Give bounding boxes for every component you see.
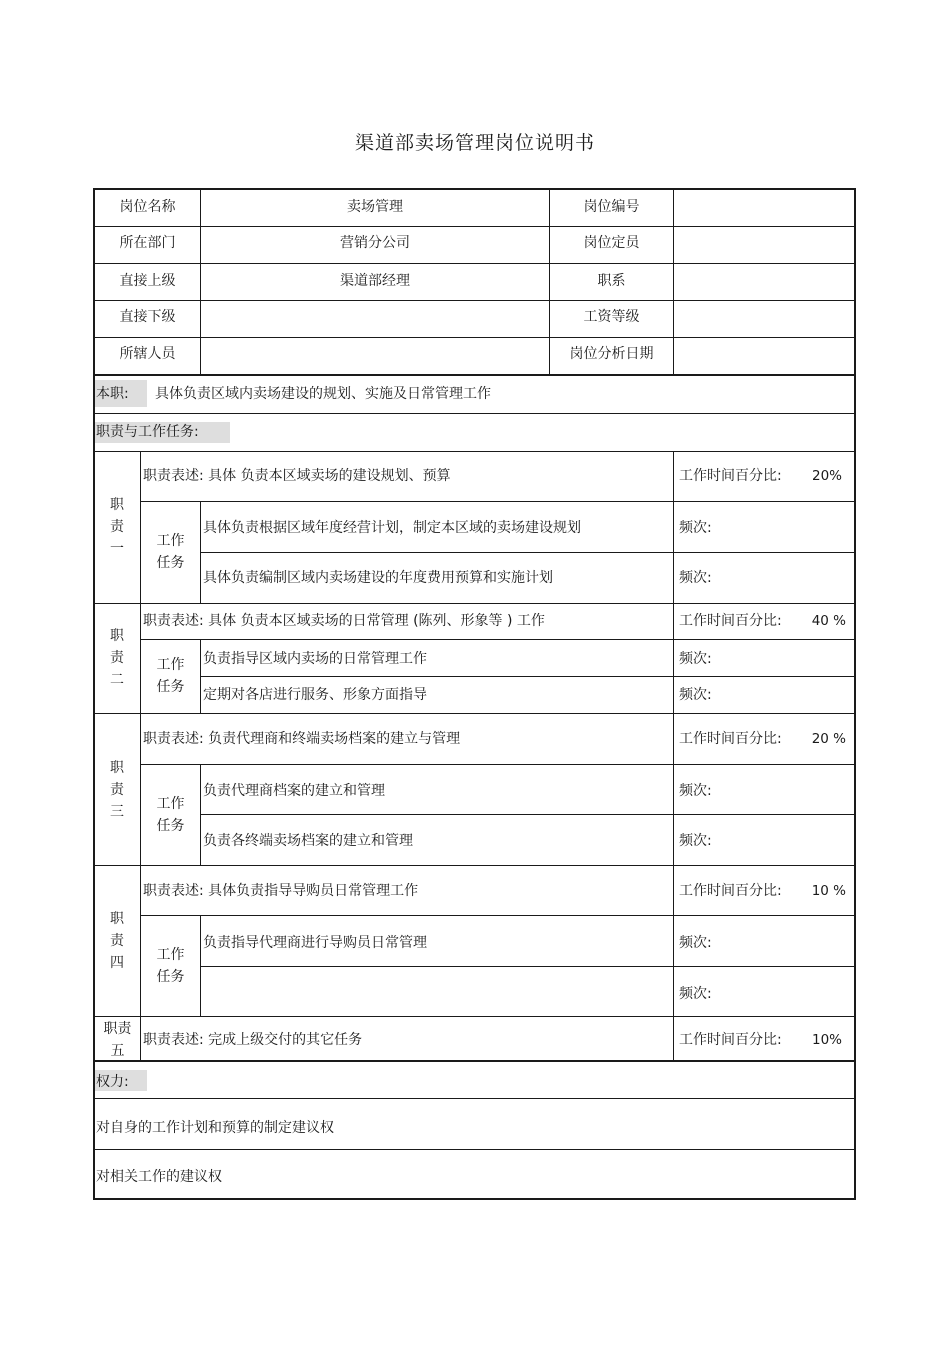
- duty-4-description: 职责表述: 具体负责指导导购员日常管理工作: [143, 883, 419, 899]
- duties-header: 职责与工作任务:: [96, 424, 199, 440]
- duty-4-task-label: 任务: [156, 969, 185, 985]
- duty-4-task-2-frequency: 频次:: [679, 986, 712, 1002]
- duty-4-task-label: 工作: [156, 947, 185, 963]
- duty-1-task-label: 工作: [156, 533, 185, 549]
- post-name-label: 岗位名称: [119, 199, 176, 215]
- duty-2-char: 责: [110, 650, 124, 666]
- duty-3-task-1: 负责代理商档案的建立和管理: [203, 783, 385, 799]
- duty-2-time-label: 工作时间百分比:: [679, 613, 782, 629]
- duty-2-task-1: 负责指导区域内卖场的日常管理工作: [203, 651, 427, 667]
- duty-1-task-2-frequency: 频次:: [679, 570, 712, 586]
- grid-line: [200, 966, 854, 967]
- duty-4-task-1: 负责指导代理商进行导购员日常管理: [203, 935, 427, 951]
- duty-3-time-pct: 20 %: [811, 731, 846, 747]
- grid-line: [141, 501, 854, 502]
- duty-2-task-label: 任务: [156, 679, 185, 695]
- post-name-value: 卖场管理: [347, 199, 403, 215]
- duty-1-task-1: 具体负责根据区域年度经营计划，制定本区域的卖场建设规划: [203, 520, 581, 536]
- grid-line: [200, 502, 201, 603]
- role-label: 本职:: [96, 386, 129, 402]
- grid-line: [200, 916, 201, 1016]
- direct-subordinate-label: 直接下级: [119, 309, 176, 325]
- duty-2-task-2: 定期对各店进行服务、形象方面指导: [203, 687, 427, 703]
- duty-5-label: 五: [110, 1043, 125, 1059]
- grid-line: [95, 300, 854, 301]
- duty-1-task-1-frequency: 频次:: [679, 520, 712, 536]
- direct-superior-label: 直接上级: [119, 273, 176, 289]
- grid-line: [95, 865, 854, 866]
- headcount-label: 岗位定员: [583, 235, 640, 251]
- duty-3-task-label: 工作: [156, 796, 185, 812]
- duty-5-description: 职责表述: 完成上级交付的其它任务: [143, 1032, 363, 1048]
- grid-line: [95, 603, 854, 604]
- grid-line: [95, 374, 854, 376]
- duty-4-task-1-frequency: 频次:: [679, 935, 712, 951]
- grid-line: [95, 413, 854, 414]
- duty-1-char: 职: [110, 497, 124, 513]
- duty-1-char: 一: [110, 541, 124, 557]
- grid-line: [673, 190, 674, 375]
- duty-1-char: 责: [110, 519, 124, 535]
- duty-2-task-2-frequency: 频次:: [679, 687, 712, 703]
- duty-5-time-label: 工作时间百分比:: [679, 1032, 782, 1048]
- page-title: 渠道部卖场管理岗位说明书: [354, 132, 595, 154]
- grid-line: [95, 1060, 854, 1062]
- duty-3-char: 职: [110, 760, 124, 776]
- table-border-right: [854, 188, 856, 1200]
- duty-3-char: 三: [110, 804, 124, 820]
- department-label: 所在部门: [119, 235, 176, 251]
- duty-4-time-pct: 10 %: [811, 883, 846, 899]
- duty-3-task-2: 负责各终端卖场档案的建立和管理: [203, 833, 413, 849]
- grid-line: [95, 226, 854, 227]
- duty-4-char: 四: [110, 955, 124, 971]
- grid-line: [200, 640, 201, 713]
- duty-1-task-label: 任务: [156, 555, 185, 571]
- duty-1-task-2: 具体负责编制区域内卖场建设的年度费用预算和实施计划: [203, 570, 553, 586]
- power-item: 对自身的工作计划和预算的制定建议权: [96, 1120, 334, 1136]
- duty-2-char: 二: [110, 672, 124, 688]
- grid-line: [141, 764, 854, 765]
- duty-3-description: 职责表述: 负责代理商和终端卖场档案的建立与管理: [143, 731, 461, 747]
- grid-line: [141, 915, 854, 916]
- department-value: 营销分公司: [340, 235, 410, 251]
- staff-label: 所辖人员: [119, 346, 176, 362]
- job-family-label: 职系: [597, 273, 626, 289]
- duty-4-time-label: 工作时间百分比:: [679, 883, 782, 899]
- duty-5-time-pct: 10%: [811, 1032, 842, 1048]
- duty-3-task-label: 任务: [156, 818, 185, 834]
- grid-line: [95, 1149, 854, 1150]
- grid-line: [95, 1016, 854, 1017]
- grid-line: [95, 337, 854, 338]
- grid-line: [141, 639, 854, 640]
- grid-line: [95, 1098, 854, 1099]
- duty-3-task-1-frequency: 频次:: [679, 783, 712, 799]
- role-text: 具体负责区域内卖场建设的规划、实施及日常管理工作: [155, 386, 491, 402]
- duty-3-task-2-frequency: 频次:: [679, 833, 712, 849]
- duty-5-label: 职责: [103, 1021, 132, 1037]
- duty-1-time-pct: 20%: [811, 468, 842, 484]
- duty-3-char: 责: [110, 782, 124, 798]
- grid-line: [95, 713, 854, 714]
- grid-line: [673, 452, 674, 1061]
- duty-2-char: 职: [110, 628, 124, 644]
- duty-3-time-label: 工作时间百分比:: [679, 731, 782, 747]
- duty-2-task-label: 工作: [156, 657, 185, 673]
- grid-line: [200, 676, 854, 677]
- grid-line: [95, 451, 854, 452]
- duty-1-time-label: 工作时间百分比:: [679, 468, 782, 484]
- table-border-bottom: [93, 1198, 856, 1200]
- duty-4-char: 责: [110, 933, 124, 949]
- duty-2-time-pct: 40 %: [811, 613, 846, 629]
- table-border-top: [93, 188, 856, 190]
- grid-line: [200, 552, 854, 553]
- grid-line: [200, 765, 201, 865]
- duty-1-description: 职责表述: 具体 负责本区域卖场的建设规划、预算: [143, 468, 451, 484]
- power-label: 权力:: [96, 1074, 129, 1090]
- grid-line: [95, 263, 854, 264]
- power-item: 对相关工作的建议权: [96, 1169, 222, 1185]
- salary-grade-label: 工资等级: [583, 309, 640, 325]
- post-number-label: 岗位编号: [583, 199, 640, 215]
- duty-2-task-1-frequency: 频次:: [679, 651, 712, 667]
- duty-2-description: 职责表述: 具体 负责本区域卖场的日常管理 (陈列、形象等 ) 工作: [143, 613, 545, 629]
- direct-superior-value: 渠道部经理: [340, 273, 410, 289]
- analysis-date-label: 岗位分析日期: [569, 346, 654, 362]
- duty-4-char: 职: [110, 911, 124, 927]
- grid-line: [200, 814, 854, 815]
